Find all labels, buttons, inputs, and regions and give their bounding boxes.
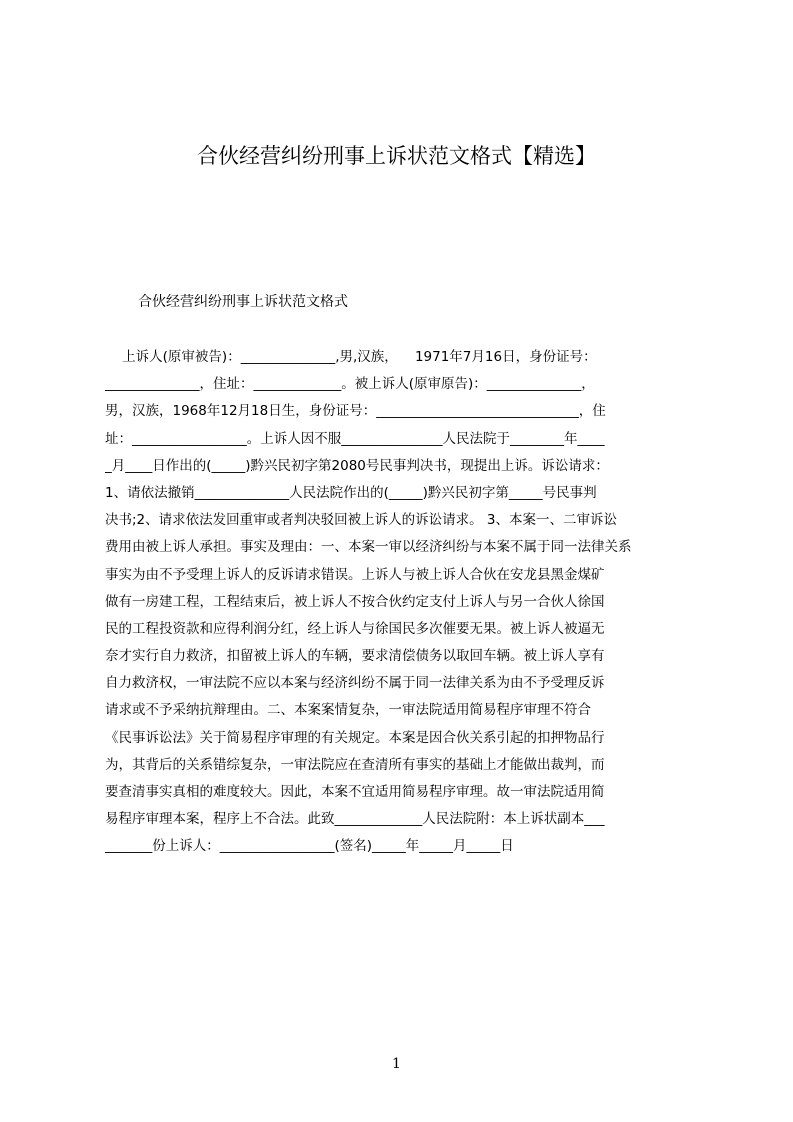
section-heading: 合伙经营纠纷刑事上诉状范文格式: [138, 294, 348, 310]
body-line: 址：_________________。上诉人因不服_______________人民法院于________年____: [105, 430, 605, 447]
body-line: 民的工程投资款和应得利润分红，经上诉人与徐国民多次催要无果。被上诉人被逼无: [105, 620, 605, 637]
page-number: 1: [392, 1056, 401, 1072]
body-line: 奈才实行自力救济，扣留被上诉人的车辆，要求清偿债务以取回车辆。被上诉人享有: [105, 648, 605, 665]
body-line: 男，汉族，1968年12月18日生，身份证号：______________________________，住: [105, 403, 606, 420]
page-title: 合伙经营纠纷刑事上诉状范文格式【精选】: [197, 144, 596, 168]
body-line: 事实为由不予受理上诉人的反诉请求错误。上诉人与被上诉人合伙在安龙县黑金煤矿: [105, 566, 605, 583]
body-line: 自力救济权，一审法院不应以本案与经济纠纷不属于同一法律关系为由不予受理反诉: [105, 675, 605, 692]
body-line: ______________，住址：_____________。被上诉人(原审原告)：______________，: [105, 376, 595, 393]
body-line: 请求或不予采纳抗辩理由。二、本案案情复杂，一审法院适用简易程序审理不符合: [105, 702, 591, 719]
body-line: _______份上诉人：_________________(签名)_____年_____月_____日: [105, 838, 514, 855]
body-line: _月____日作出的(_____)黔兴民初字第2080号民事判决书，现提出上诉。诉讼请求：: [105, 457, 609, 474]
body-line: 为，其背后的关系错综复杂，一审法院应在查清所有事实的基础上才能做出裁判，而: [105, 756, 605, 773]
body-line: 费用由被上诉人承担。事实及理由：一、本案一审以经济纠纷与本案不属于同一法律关系: [105, 539, 632, 556]
body-line: 1、请依法撤销______________人民法院作出的(_____)黔兴民初字第_____号民事判: [105, 484, 597, 501]
body-line: 《民事诉讼法》关于简易程序审理的有关规定。本案是因合伙关系引起的扣押物品行: [105, 729, 605, 746]
body-line: 易程序审理本案，程序上不合法。此致_____________人民法院附：本上诉状副本___: [105, 811, 605, 828]
body-text: [105, 344, 697, 861]
body-line: 要查清事实真相的难度较大。因此，本案不宜适用简易程序审理。故一审法院适用简: [105, 784, 605, 800]
body-line: 决书;2、请求依法发回重审或者判决驳回被上诉人的诉讼请求。 3、本案一、二审诉讼: [105, 512, 618, 529]
body-line: 做有一房建工程，工程结束后，被上诉人不按合伙约定支付上诉人与另一合伙人徐国: [105, 593, 605, 610]
body-line: 上诉人(原审被告)：______________,男,汉族， 1971年7月16日，身份证号：: [105, 349, 597, 365]
